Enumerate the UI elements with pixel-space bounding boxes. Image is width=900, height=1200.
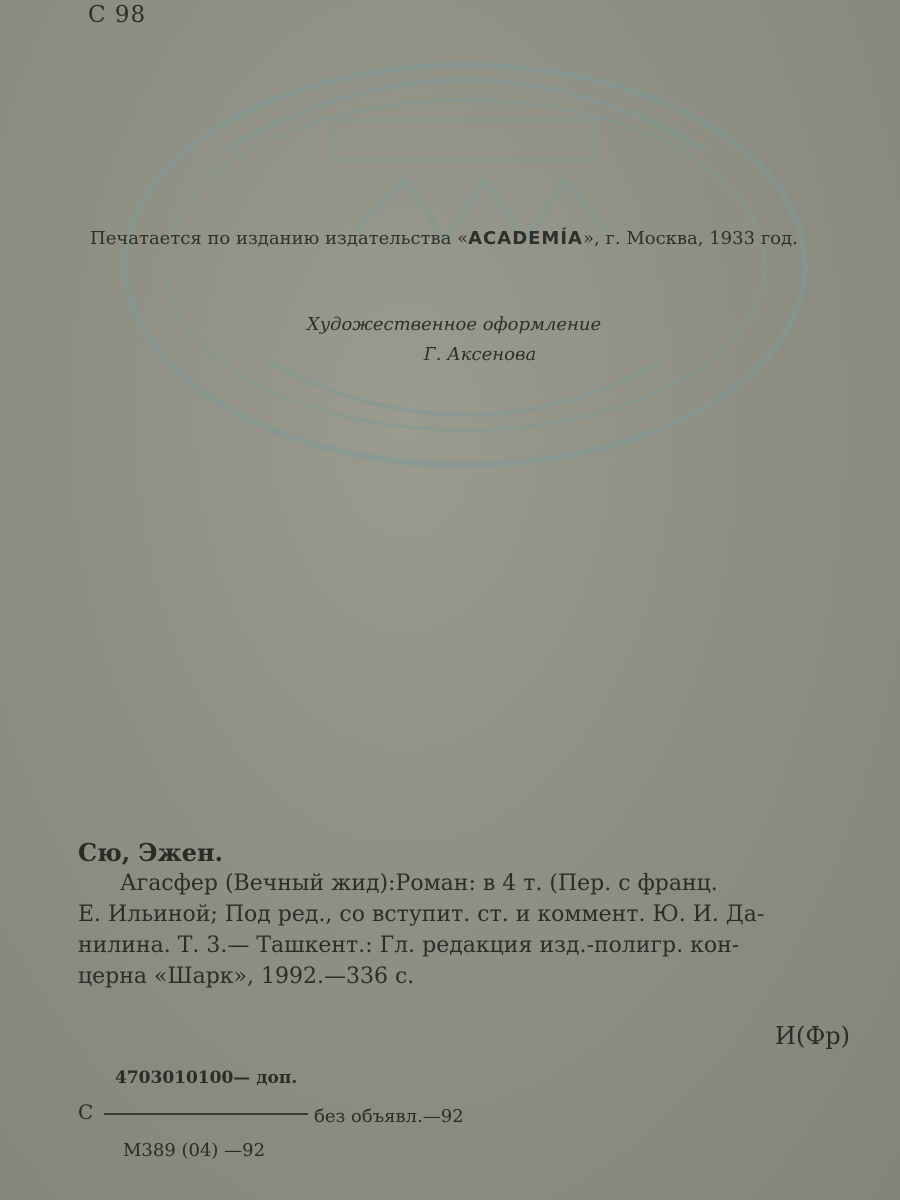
index-numerator: 4703010100— доп. <box>115 1068 298 1088</box>
library-classification: И(Фр) <box>775 1022 850 1050</box>
printed-from-suffix: », г. Москва, 1933 год. <box>582 228 798 249</box>
bibliographic-description <box>78 868 858 992</box>
printed-from-prefix: Печатается по изданию издательства « <box>90 228 469 249</box>
fraction-divider <box>104 1113 308 1115</box>
author-heading: Сю, Эжен. <box>78 838 223 867</box>
classification-code: С 98 <box>88 2 147 28</box>
design-credit <box>0 310 900 370</box>
description-line: Агасфер (Вечный жид):Роман: в 4 т. (Пер. с франц. <box>120 871 718 896</box>
library-stamp-showthrough <box>105 30 825 500</box>
description-line: церна «Шарк», 1992.—336 с. <box>78 964 415 989</box>
publisher-brand: ACADEMÍA <box>468 228 583 249</box>
description-line: нилина. Т. 3.— Ташкент.: Гл. редакция изд.-полигр. кон- <box>78 933 740 958</box>
description-line: Е. Ильиной; Под ред., со вступит. ст. и коммент. Ю. И. Да- <box>78 902 765 927</box>
index-denominator: М389 (04) —92 <box>123 1140 266 1161</box>
price-note: без объявл.—92 <box>314 1106 464 1127</box>
printed-from-edition-note <box>90 228 850 249</box>
design-credit-name: Г. Аксенова <box>423 344 537 365</box>
index-letter: С <box>78 1100 94 1124</box>
design-credit-title: Художественное оформление <box>306 314 602 335</box>
